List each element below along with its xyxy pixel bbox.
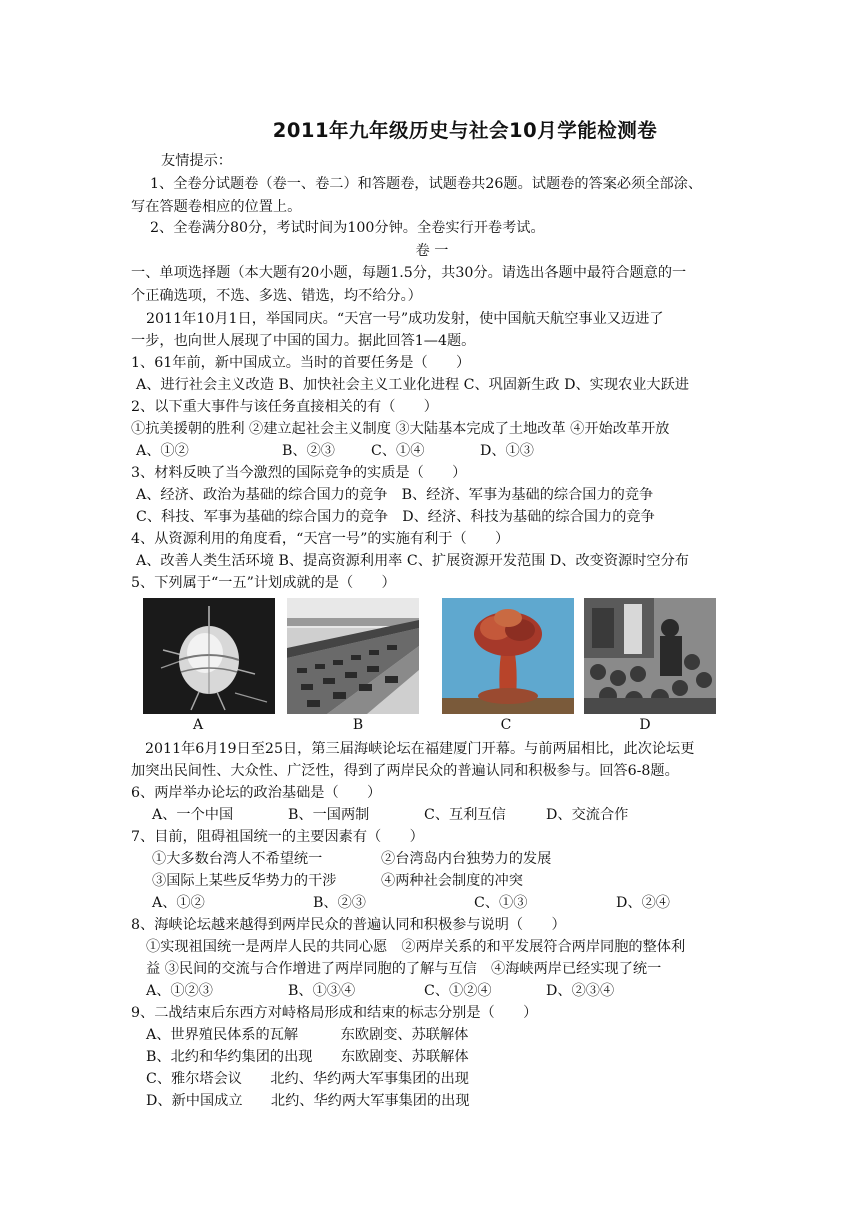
option-b: B、①③④ bbox=[288, 983, 356, 999]
section-label: 卷 一 bbox=[415, 243, 449, 259]
option-c: C、①③ bbox=[474, 895, 528, 911]
section-intro-line: 一、单项选择题（本大题有20小题，每题1.5分，共30分。请选出各题中最符合题意的一 bbox=[131, 265, 687, 281]
option-d: D、①③ bbox=[480, 443, 534, 459]
option-d: D、②③④ bbox=[546, 983, 615, 999]
image-label-b: B bbox=[352, 717, 364, 733]
question-9-option: C、雅尔塔会议 北约、华约两大军事集团的出现 bbox=[146, 1071, 469, 1087]
image-label-a: A bbox=[192, 717, 204, 733]
question-7-item: ②台湾岛内台独势力的发展 bbox=[381, 851, 552, 867]
mushroom-cloud-photo bbox=[442, 598, 574, 714]
page-title: 2011年九年级历史与社会10月学能检测卷 bbox=[272, 119, 658, 142]
passage-line: 2011年6月19日至25日，第三届海峡论坛在福建厦门开幕。与前两届相比，此次论坛更 bbox=[145, 741, 695, 757]
option-b: B、②③ bbox=[282, 443, 335, 459]
question-9: 9、二战结束后东西方对峙格局形成和结束的标志分别是（ ） bbox=[131, 1005, 538, 1021]
question-5: 5、下列属于“一五”计划成就的是（ ） bbox=[131, 575, 396, 591]
option-a: A、①② bbox=[152, 895, 205, 911]
question-7: 7、目前，阻碍祖国统一的主要因素有（ ） bbox=[131, 829, 424, 845]
question-2: 2、以下重大事件与该任务直接相关的有（ ） bbox=[131, 399, 438, 415]
question-3-options: A、经济、政治为基础的综合国力的竞争 B、经济、军事为基础的综合国力的竞争 bbox=[136, 487, 654, 503]
section-intro-line: 个正确选项，不选、多选、错选，均不给分。） bbox=[131, 288, 422, 304]
question-3-options: C、科技、军事为基础的综合国力的竞争 D、经济、科技为基础的综合国力的竞争 bbox=[136, 509, 655, 525]
image-label-c: C bbox=[500, 717, 512, 733]
passage-line: 加突出民间性、大众性、广泛性，得到了两岸民众的普遍认同和积极参与。回答6-8题。 bbox=[131, 763, 679, 779]
crowd-photo bbox=[584, 598, 716, 714]
option-c: C、互利互信 bbox=[424, 807, 506, 823]
tip-line: 2、全卷满分80分，考试时间为100分钟。全卷实行开卷考试。 bbox=[150, 220, 545, 236]
passage-line: 一步，也向世人展现了中国的国力。据此回答1—4题。 bbox=[131, 333, 476, 349]
option-a: A、①②③ bbox=[146, 983, 213, 999]
question-4: 4、从资源利用的角度看，“天宫一号”的实施有利于（ ） bbox=[131, 531, 510, 547]
question-7-item: ①大多数台湾人不希望统一 bbox=[152, 851, 323, 867]
option-d: D、②④ bbox=[616, 895, 670, 911]
question-3: 3、材料反映了当今激烈的国际竞争的实质是（ ） bbox=[131, 465, 467, 481]
tip-line: 写在答题卷相应的位置上。 bbox=[131, 199, 302, 215]
image-label-d: D bbox=[639, 717, 651, 733]
passage-line: 2011年10月1日，举国同庆。“天宫一号”成功发射，使中国航天航空事业又迈进了 bbox=[146, 311, 664, 327]
option-c: C、①②④ bbox=[424, 983, 492, 999]
bridge-photo bbox=[287, 598, 419, 714]
question-2-items: ①抗美援朝的胜利 ②建立起社会主义制度 ③大陆基本完成了土地改革 ④开始改革开放 bbox=[131, 421, 670, 437]
tips-heading: 友情提示： bbox=[161, 153, 232, 169]
question-8-item: 益 ③民间的交流与合作增进了两岸同胞的了解与互信 ④海峡两岸已经实现了统一 bbox=[146, 961, 662, 977]
option-a: A、①② bbox=[136, 443, 189, 459]
option-b: B、②③ bbox=[313, 895, 366, 911]
question-9-option: B、北约和华约集团的出现 东欧剧变、苏联解体 bbox=[146, 1049, 469, 1065]
question-7-item: ④两种社会制度的冲突 bbox=[381, 873, 523, 889]
option-d: D、交流合作 bbox=[546, 807, 629, 823]
option-c: C、①④ bbox=[371, 443, 425, 459]
question-7-item: ③国际上某些反华势力的干涉 bbox=[152, 873, 337, 889]
question-4-options: A、改善人类生活环境 B、提高资源利用率 C、扩展资源开发范围 D、改变资源时空分布 bbox=[136, 553, 689, 569]
option-a: A、一个中国 bbox=[152, 807, 234, 823]
question-1: 1、61年前，新中国成立。当时的首要任务是（ ） bbox=[131, 355, 471, 371]
question-1-options: A、进行社会主义改造 B、加快社会主义工业化进程 C、巩固新生政 D、实现农业大跃进 bbox=[136, 377, 689, 393]
satellite-photo bbox=[143, 598, 275, 714]
question-9-option: A、世界殖民体系的瓦解 东欧剧变、苏联解体 bbox=[146, 1027, 469, 1043]
question-6: 6、两岸举办论坛的政治基础是（ ） bbox=[131, 785, 382, 801]
tip-line: 1、全卷分试题卷（卷一、卷二）和答题卷，试题卷共26题。试题卷的答案必须全部涂、 bbox=[150, 176, 703, 192]
question-8: 8、海峡论坛越来越得到两岸民众的普遍认同和积极参与说明（ ） bbox=[131, 917, 566, 933]
option-b: B、一国两制 bbox=[288, 807, 370, 823]
question-9-option: D、新中国成立 北约、华约两大军事集团的出现 bbox=[146, 1093, 470, 1109]
question-8-item: ①实现祖国统一是两岸人民的共同心愿 ②两岸关系的和平发展符合两岸同胞的整体利 bbox=[146, 939, 686, 955]
